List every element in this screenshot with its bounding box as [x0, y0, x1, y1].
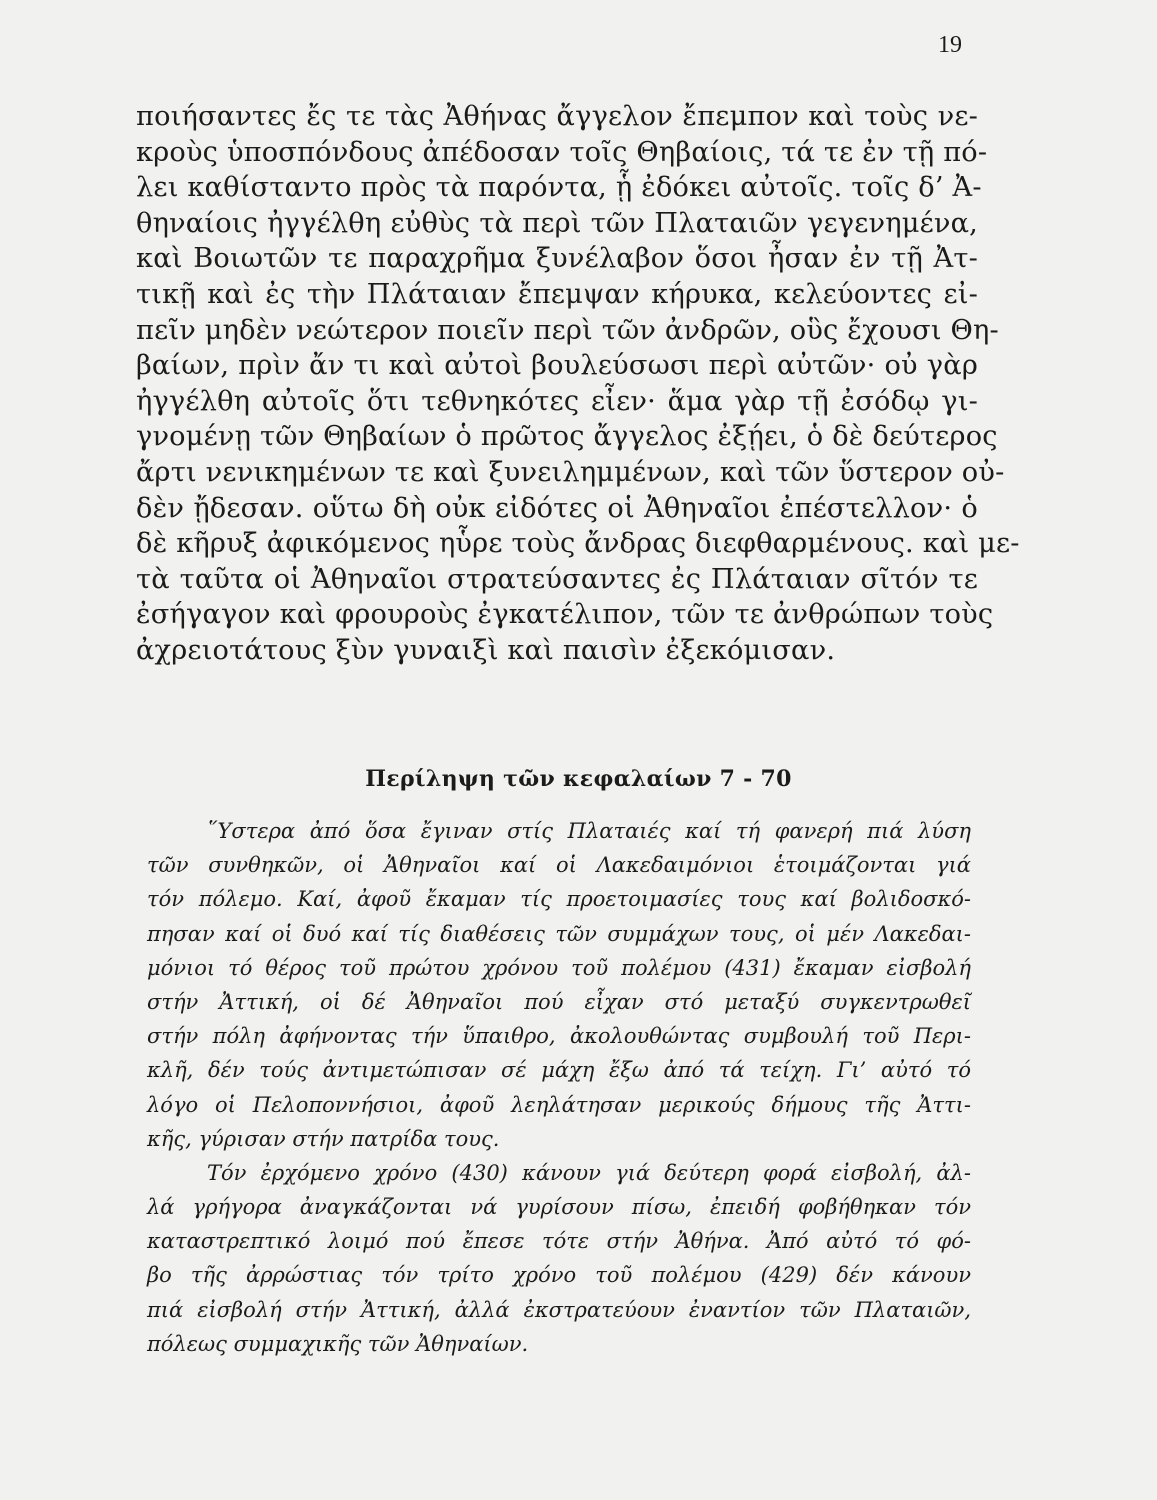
summary-line: κλῆ, δέν τούς ἀντιμετώπισαν σέ μάχη ἔξω ἀπό τά τείχη. Γι’ αὐτό τό: [147, 1058, 971, 1083]
main-text-line: γνομένῃ τῶν Θηβαίων ὁ πρῶτος ἄγγελος ἐξῄει, ὁ δὲ δεύτερος: [136, 421, 998, 453]
main-text-line: ἐσήγαγον καὶ φρουροὺς ἐγκατέλιπον, τῶν τε ἀνθρώπων τοὺς: [136, 599, 994, 631]
summary-text: [147, 814, 971, 1361]
summary-line: ῞Υστερα ἀπό ὅσα ἔγιναν στίς Πλαταιές καί τή φανερή πιά λύση: [207, 819, 971, 843]
main-text-line: θηναίοις ἠγγέλθη εὐθὺς τὰ περὶ τῶν Πλαταιῶν γεγενημένα,: [136, 207, 978, 239]
summary-line: πόλεως συμμαχικῆς τῶν Ἀθηναίων.: [147, 1331, 529, 1356]
main-text-line: ἠγγέλθη αὐτοῖς ὅτι τεθνηκότες εἶεν· ἅμα γὰρ τῇ ἐσόδῳ γι-: [136, 385, 978, 417]
main-text-line: ποιήσαντες ἔς τε τὰς Ἀθήνας ἄγγελον ἔπεμπον καὶ τοὺς νε-: [136, 101, 978, 132]
main-text-line: δὲν ᾔδεσαν. οὕτω δὴ οὐκ εἰδότες οἱ Ἀθηναῖοι ἐπέστελλον· ὁ: [136, 492, 978, 524]
main-text-line: δὲ κῆρυξ ἀφικόμενος ηὗρε τοὺς ἄνδρας διεφθαρμένους. καὶ με-: [136, 528, 1020, 560]
summary-line: βο τῆς ἀρρώστιας τόν τρίτο χρόνο τοῦ πολέμου (429) δέν κάνουν: [147, 1263, 971, 1288]
summary-line: τόν πόλεμο. Καί, ἀφοῦ ἔκαμαν τίς προετοιμασίες τους καί βολιδοσκό-: [147, 887, 971, 912]
summary-line: στήν πόλη ἀφήνοντας τήν ὕπαιθρο, ἀκολουθώντας συμβουλή τοῦ Περι-: [147, 1024, 971, 1049]
main-text-line: τὰ ταῦτα οἱ Ἀθηναῖοι στρατεύσαντες ἐς Πλάταιαν σῖτόν τε: [136, 563, 978, 595]
main-text-line: πεῖν μηδὲν νεώτερον ποιεῖν περὶ τῶν ἀνδρῶν, οὓς ἔχουσι Θη-: [136, 314, 999, 346]
page-number: 19: [938, 32, 962, 58]
main-text-line: βαίων, πρὶν ἄν τι καὶ αὐτοὶ βουλεύσωσι περὶ αὐτῶν· οὐ γὰρ: [136, 350, 978, 382]
summary-line: λά γρήγορα ἀναγκάζονται νά γυρίσουν πίσω, ἐπειδή φοβήθηκαν τόν: [147, 1195, 971, 1220]
summary-line: κῆς, γύρισαν στήν πατρίδα τους.: [147, 1126, 500, 1151]
main-text-line: ἄρτι νενικημένων τε καὶ ξυνειλημμένων, καὶ τῶν ὕστερον οὐ-: [136, 456, 1005, 488]
summary-line: πιά εἰσβολή στήν Ἀττική, ἀλλά ἐκστρατεύουν ἐναντίον τῶν Πλαταιῶν,: [147, 1297, 971, 1322]
summary-line: πησαν καί οἱ δυό καί τίς διαθέσεις τῶν συμμάχων τους, οἱ μέν Λακεδαι-: [147, 921, 971, 946]
summary-line: τῶν συνθηκῶν, οἱ Ἀθηναῖοι καί οἱ Λακεδαιμόνιοι ἑτοιμάζονται γιά: [147, 853, 971, 878]
section-heading: Περίληψη τῶν κεφαλαίων 7 - 70: [365, 766, 792, 792]
main-text: [136, 99, 1020, 669]
main-text-line: ἀχρειοτάτους ξὺν γυναιξὶ καὶ παισὶν ἐξεκόμισαν.: [136, 634, 836, 666]
summary-line: μόνιοι τό θέρος τοῦ πρώτου χρόνου τοῦ πολέμου (431) ἔκαμαν εἰσβολή: [147, 955, 971, 980]
main-text-line: κροὺς ὑποσπόνδους ἀπέδοσαν τοῖς Θηβαίοις, τά τε ἐν τῇ πό-: [136, 136, 988, 168]
main-text-line: τικῇ καὶ ἐς τὴν Πλάταιαν ἔπεμψαν κήρυκα, κελεύοντες εἰ-: [136, 278, 978, 310]
summary-line: Τόν ἐρχόμενο χρόνο (430) κάνουν γιά δεύτερη φορά εἰσβολή, ἀλ-: [207, 1160, 971, 1185]
main-text-line: καὶ Βοιωτῶν τε παραχρῆμα ξυνέλαβον ὅσοι ἦσαν ἐν τῇ Ἀτ-: [136, 243, 978, 275]
summary-line: στήν Ἀττική, οἱ δέ Ἀθηναῖοι πού εἶχαν στό μεταξύ συγκεντρωθεῖ: [147, 989, 971, 1014]
main-text-line: λει καθίσταντο πρὸς τὰ παρόντα, ᾗ ἐδόκει αὐτοῖς. τοῖς δ’ Ἀ-: [136, 172, 982, 204]
summary-line: καταστρεπτικό λοιμό πού ἔπεσε τότε στήν Ἀθήνα. Ἀπό αὐτό τό φό-: [147, 1229, 971, 1254]
summary-line: λόγο οἱ Πελοποννήσιοι, ἀφοῦ λεηλάτησαν μερικούς δήμους τῆς Ἀττι-: [147, 1092, 971, 1117]
